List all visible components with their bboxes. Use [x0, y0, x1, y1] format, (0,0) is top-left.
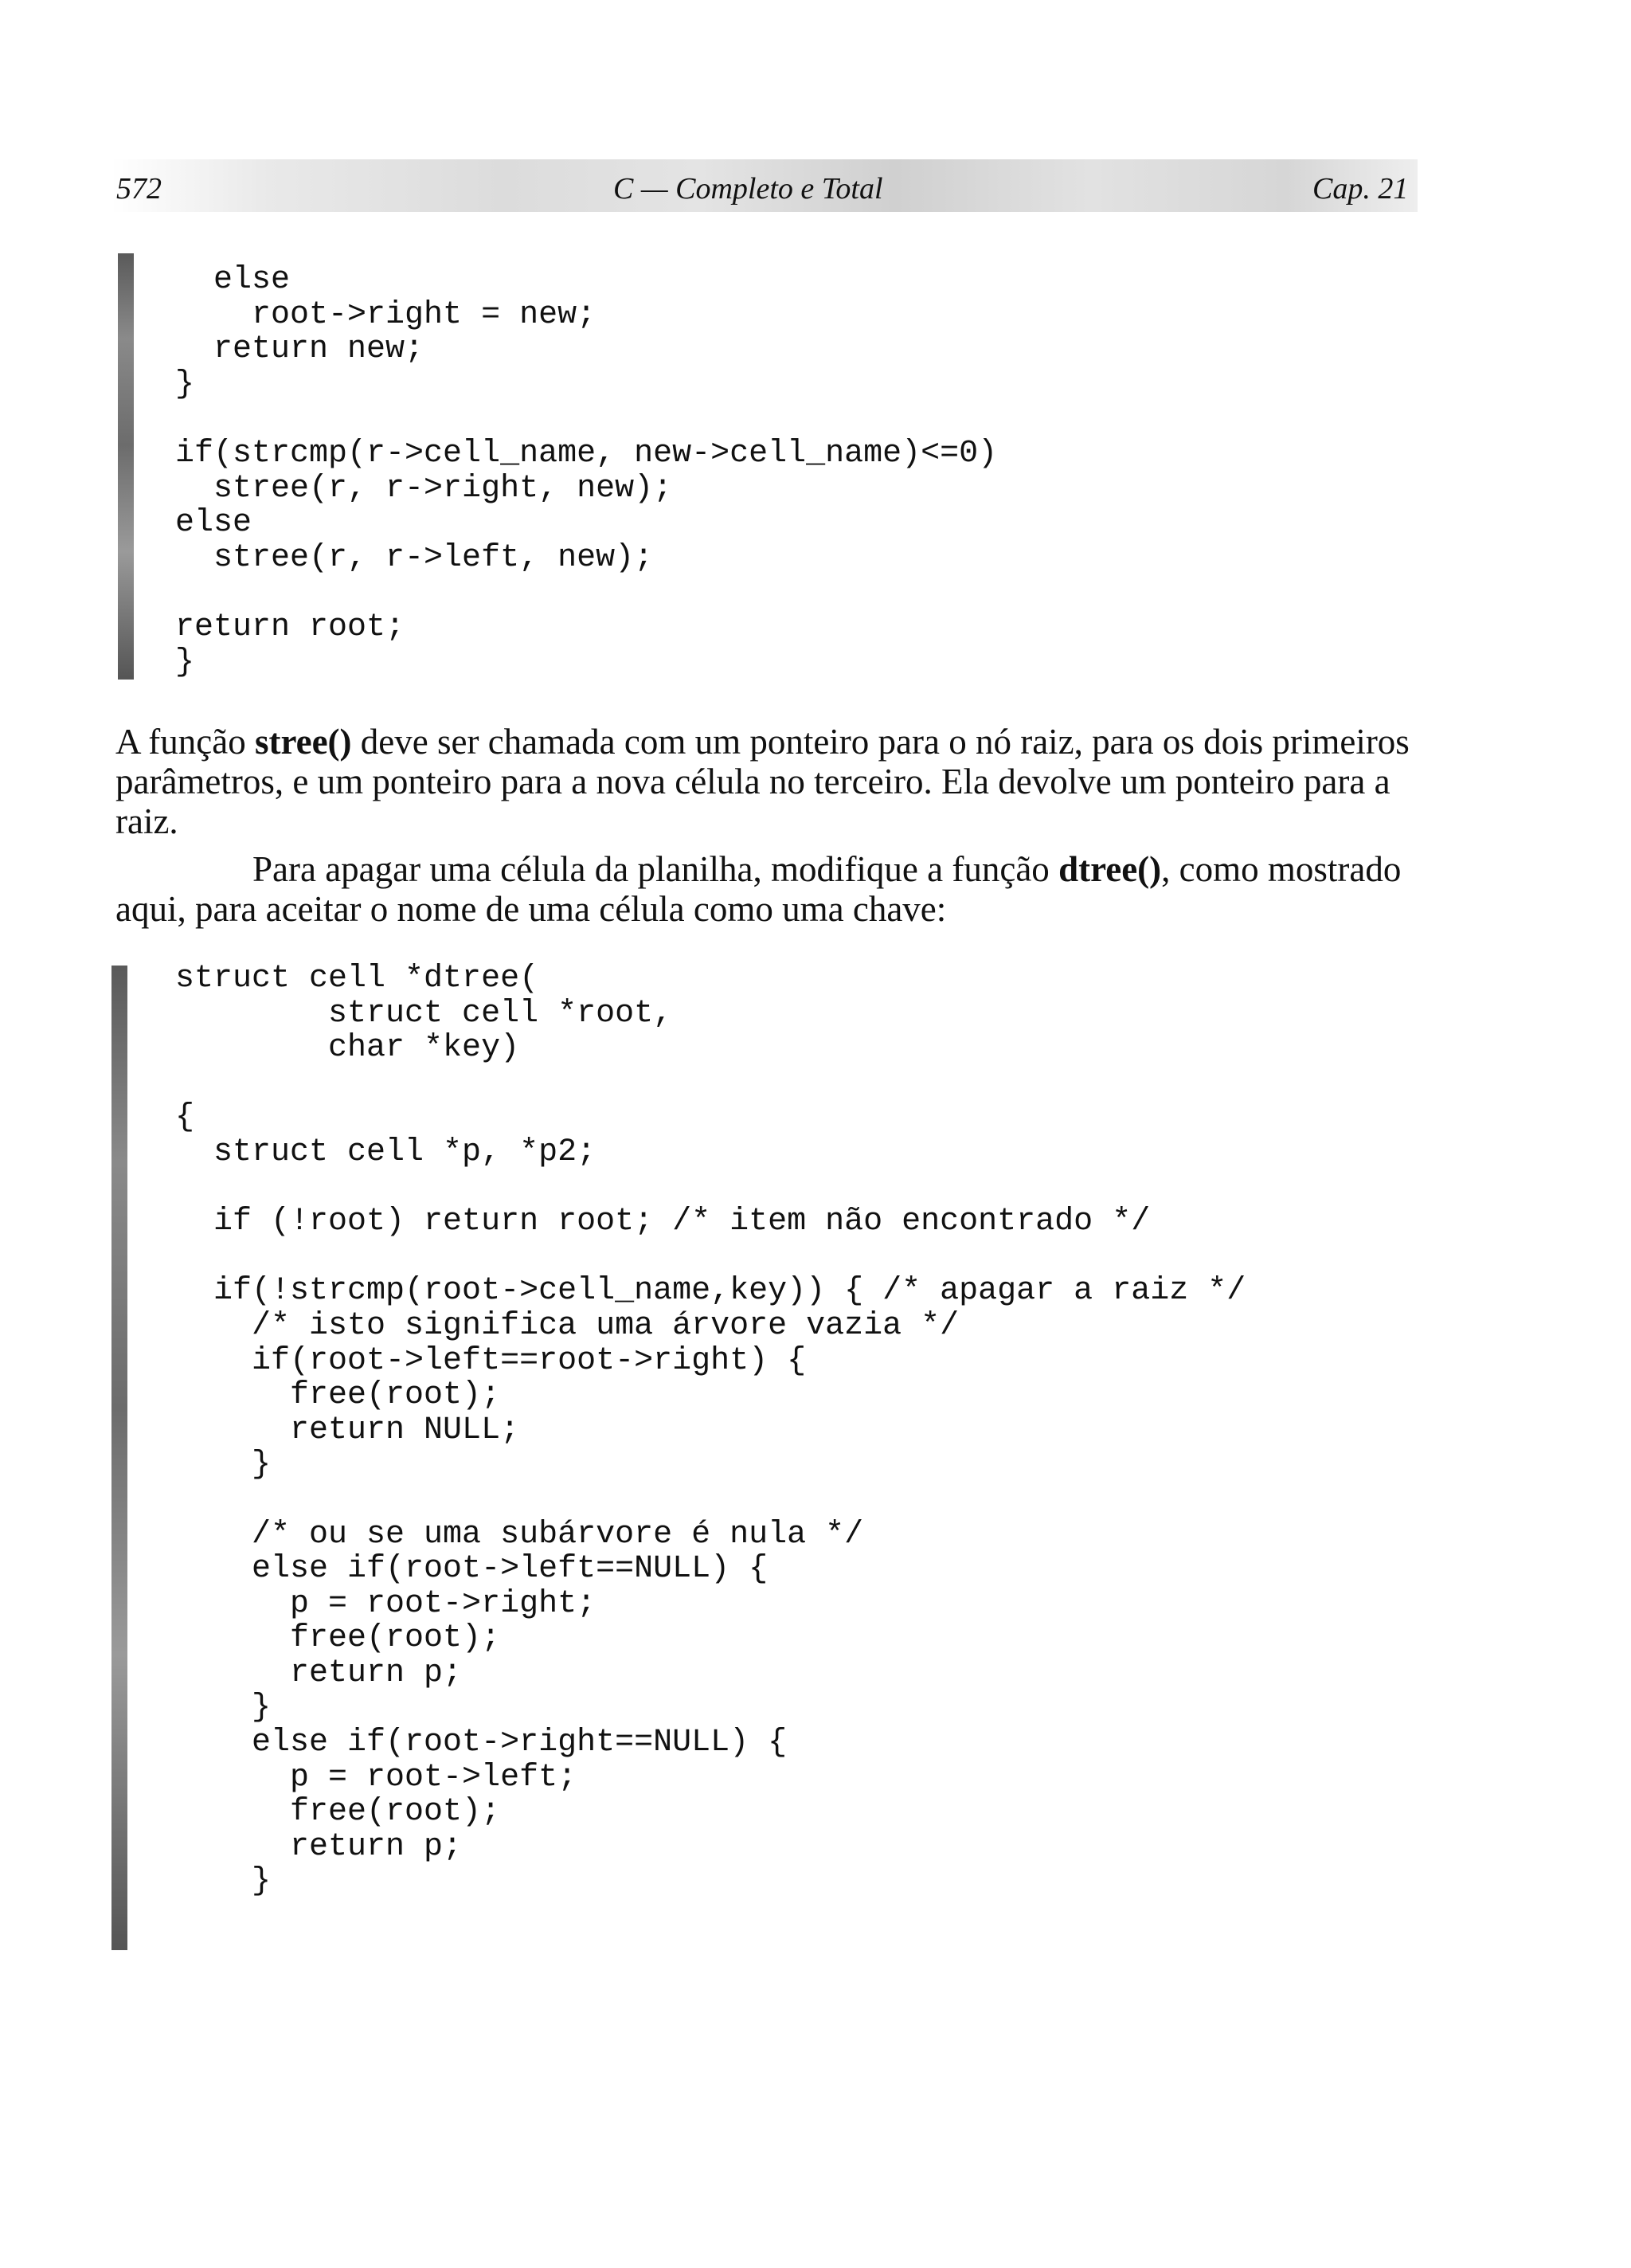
paragraph-dtree-intro — [115, 849, 1430, 929]
paragraph-text: Para apagar uma célula da planilha, modifique a função — [252, 849, 1059, 889]
chapter-label: Cap. 21 — [1312, 172, 1409, 206]
function-name-stree: stree() — [254, 722, 352, 762]
paragraph-text: deve ser chamada com um ponteiro para o nó raiz, para os dois primeiros parâmetros, e um ponteiro para a nova célula no terceiro. Ela devolve um ponteiro para a raiz. — [115, 722, 1410, 841]
code-block-stree: else root->right = new; return new; } if(strcmp(r->cell_name, new->cell_name)<=0) stree(r, r->right, new); else stree(r, r->left, new); return root; } — [175, 262, 998, 680]
code-margin-bar — [111, 966, 127, 1950]
paragraph-stree-description — [115, 722, 1430, 841]
function-name-dtree: dtree() — [1058, 849, 1162, 889]
book-title: C — Completo e Total — [613, 172, 883, 206]
page-number: 572 — [116, 172, 162, 206]
code-block-dtree: struct cell *dtree( struct cell *root, char *key) { struct cell *p, *p2; if (!root) return root; /* item não encontrado */ if(!strcmp(root->cell_name,key)) { /* apagar a raiz */ /* isto significa uma árvore vazia */ if(root->left==root->right) { free(root); return NULL; } /* ou se uma subárvore é nula */ else if(root->left==NULL) { p = root->right; free(root); return p; } else if(root->right==NULL) { p = root->left; free(root); return p; } — [175, 961, 1246, 1900]
paragraph-text: A função — [115, 722, 255, 762]
paragraph-text: , como mostrado aqui, para aceitar o nome de uma célula como uma chave: — [115, 849, 1402, 929]
code-margin-bar — [118, 253, 134, 680]
